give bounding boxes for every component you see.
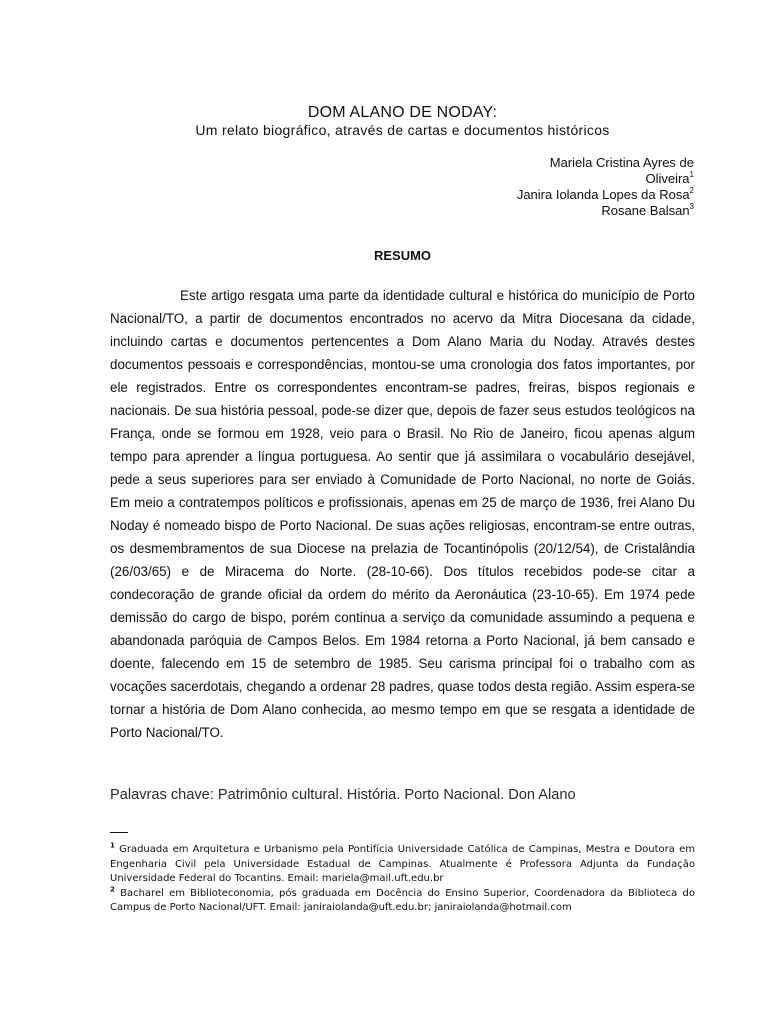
- author-2-name: Janira Iolanda Lopes da Rosa: [516, 187, 690, 202]
- abstract-heading: RESUMO: [373, 248, 432, 263]
- footnotes: [110, 843, 695, 916]
- author-3-footnote-mark: 3: [689, 201, 694, 211]
- footnote-1-text: Graduada em Arquitetura e Urbanismo pela Pontifícia Universidade Católica de Campinas, Mestra e Doutora em Engenharia Civil pela Universidade Estadual de Campinas. Atualmente é Professora Adjunta da Fundação Universidade Federal do Tocantins. Email: mariela@mail.uft.edu.br: [110, 844, 696, 884]
- title-block: [110, 103, 695, 139]
- author-2: [517, 187, 694, 203]
- keywords-label: Palavras chave:: [110, 787, 214, 803]
- paper-title: DOM ALANO DE NODAY:: [307, 104, 498, 121]
- keywords-line: [110, 786, 576, 804]
- author-list: [517, 155, 694, 219]
- author-3-name: Rosane Balsan: [601, 203, 690, 218]
- paper-subtitle: Um relato biográfico, através de cartas e documentos históricos: [195, 122, 610, 138]
- author-3: [517, 203, 694, 219]
- abstract-paragraph: Este artigo resgata uma parte da identidade cultural e histórica do município de Porto Nacional/TO, a partir de documentos encontrados no acervo da Mitra Diocesana da cidade, incluindo cartas e documentos pertencentes a Dom Alano Maria du Noday. Através destes documentos pessoais e correspondências, montou-se uma cronologia dos fatos importantes, por ele registrados. Entre os correspondentes encontram-se padres, freiras, bispos regionais e nacionais. De sua história pessoal, pode-se dizer que, depois de fazer seus estudos teológicos na França, onde se formou em 1928, veio para o Brasil. No Rio de Janeiro, ficou apenas algum tempo para aprender a língua portuguesa. Ao sentir que já assimilara o vocabulário desejável, pede a seus superiores para ser enviado à Comunidade de Porto Nacional, no norte de Goiás. Em meio a contratempos políticos e profissionais, apenas em 25 de março de 1936, frei Alano Du Noday é nomeado bispo de Porto Nacional. De suas ações religiosas, encontram-se entre outras, os desmembramentos de sua Diocese na prelazia de Tocantinópolis (20/12/54), de Cristalândia (26/03/65) e de Miracema do Norte. (28-10-66). Dos títulos recebidos pode-se citar a condecoração de grande oficial da ordem do mérito da Aeronáutica (23-10-65). Em 1974 pede demissão do cargo de bispo, porém continua a serviço da comunidade assumindo a pequena e abandonada paróquia de Campos Belos. Em 1984 retorna a Porto Nacional, já bem cansado e doente, falecendo em 15 de setembro de 1985. Seu carisma principal foi o trabalho com as vocações sacerdotais, chegando a ordenar 28 padres, quase todos desta região. Assim espera-se tornar a história de Dom Alano conhecida, ao mesmo tempo em que se resgata a identidade de Porto Nacional/TO.: [110, 288, 695, 740]
- author-1-line-2: [517, 171, 694, 187]
- footnote-separator: [110, 832, 128, 833]
- footnote-2: [110, 887, 695, 916]
- footnote-2-text: Bacharel em Biblioteconomia, pós graduada em Docência do Ensino Superior, Coordenadora da Biblioteca do Campus de Porto Nacional/UFT. Email: janiraiolanda@uft.edu.br; janiraiolanda@hotmail.com: [110, 887, 695, 913]
- author-1-footnote-mark: 1: [689, 169, 694, 179]
- footnote-1: [110, 843, 695, 887]
- footnote-2-mark: 2: [110, 885, 115, 894]
- author-2-footnote-mark: 2: [689, 185, 694, 195]
- author-1-line-1: Mariela Cristina Ayres de: [549, 155, 694, 170]
- author-1-surname: Oliveira: [645, 171, 690, 186]
- keywords-text: Patrimônio cultural. História. Porto Nacional. Don Alano: [217, 787, 576, 803]
- footnote-1-mark: 1: [110, 841, 115, 850]
